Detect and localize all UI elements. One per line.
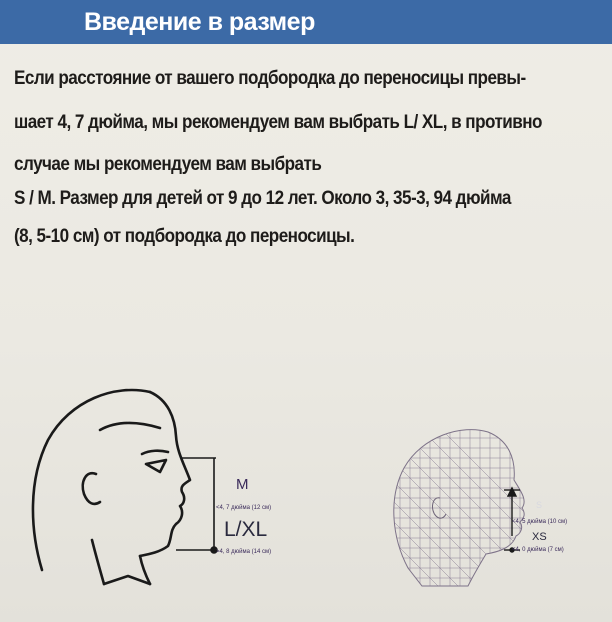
instruction-line-4: S / M. Размер для детей от 9 до 12 лет. Около 3, 35-3, 94 дюйма	[14, 188, 511, 209]
child-size-s-note: <4, 5 дюйма (10 см)	[512, 519, 568, 525]
adult-ear-outline	[83, 473, 100, 504]
title-banner	[0, 0, 612, 44]
child-size-xs-label: XS	[532, 531, 547, 543]
child-head-mesh	[370, 418, 612, 598]
instruction-line-3: случае мы рекомендуем вам выбрать	[14, 154, 322, 175]
adult-head-diagram	[0, 370, 330, 590]
adult-face-profile-outline	[140, 392, 190, 556]
adult-size-lxl-label: L/XL	[224, 518, 268, 541]
adult-neck-back-outline	[92, 540, 104, 584]
adult-size-m-note: <4, 7 дюйма (12 см)	[216, 505, 272, 511]
banner-title: Введение в размер	[84, 8, 315, 36]
instruction-line-1: Если расстояние от вашего подбородка до переносицы превы-	[14, 68, 526, 89]
instruction-line-5: (8, 5-10 см) от подбородка до переносицы.	[14, 226, 355, 247]
adult-size-m-label: M	[236, 476, 249, 493]
adult-eyebrow-outline	[142, 451, 168, 454]
child-size-s-label: S	[536, 500, 543, 510]
child-head-wireframe-diagram	[370, 418, 612, 598]
adult-size-lxl-note: >4, 8 дюйма (14 см)	[216, 549, 272, 555]
instruction-line-2: шает 4, 7 дюйма, мы рекомендуем вам выбрать L/ XL, в противно	[14, 112, 542, 133]
adult-collar-outline	[104, 576, 150, 584]
child-size-xs-note: <4, 0 дюйма (7 см)	[512, 547, 564, 553]
adult-eye-outline	[146, 460, 166, 472]
adult-hairline-outline	[100, 423, 160, 430]
